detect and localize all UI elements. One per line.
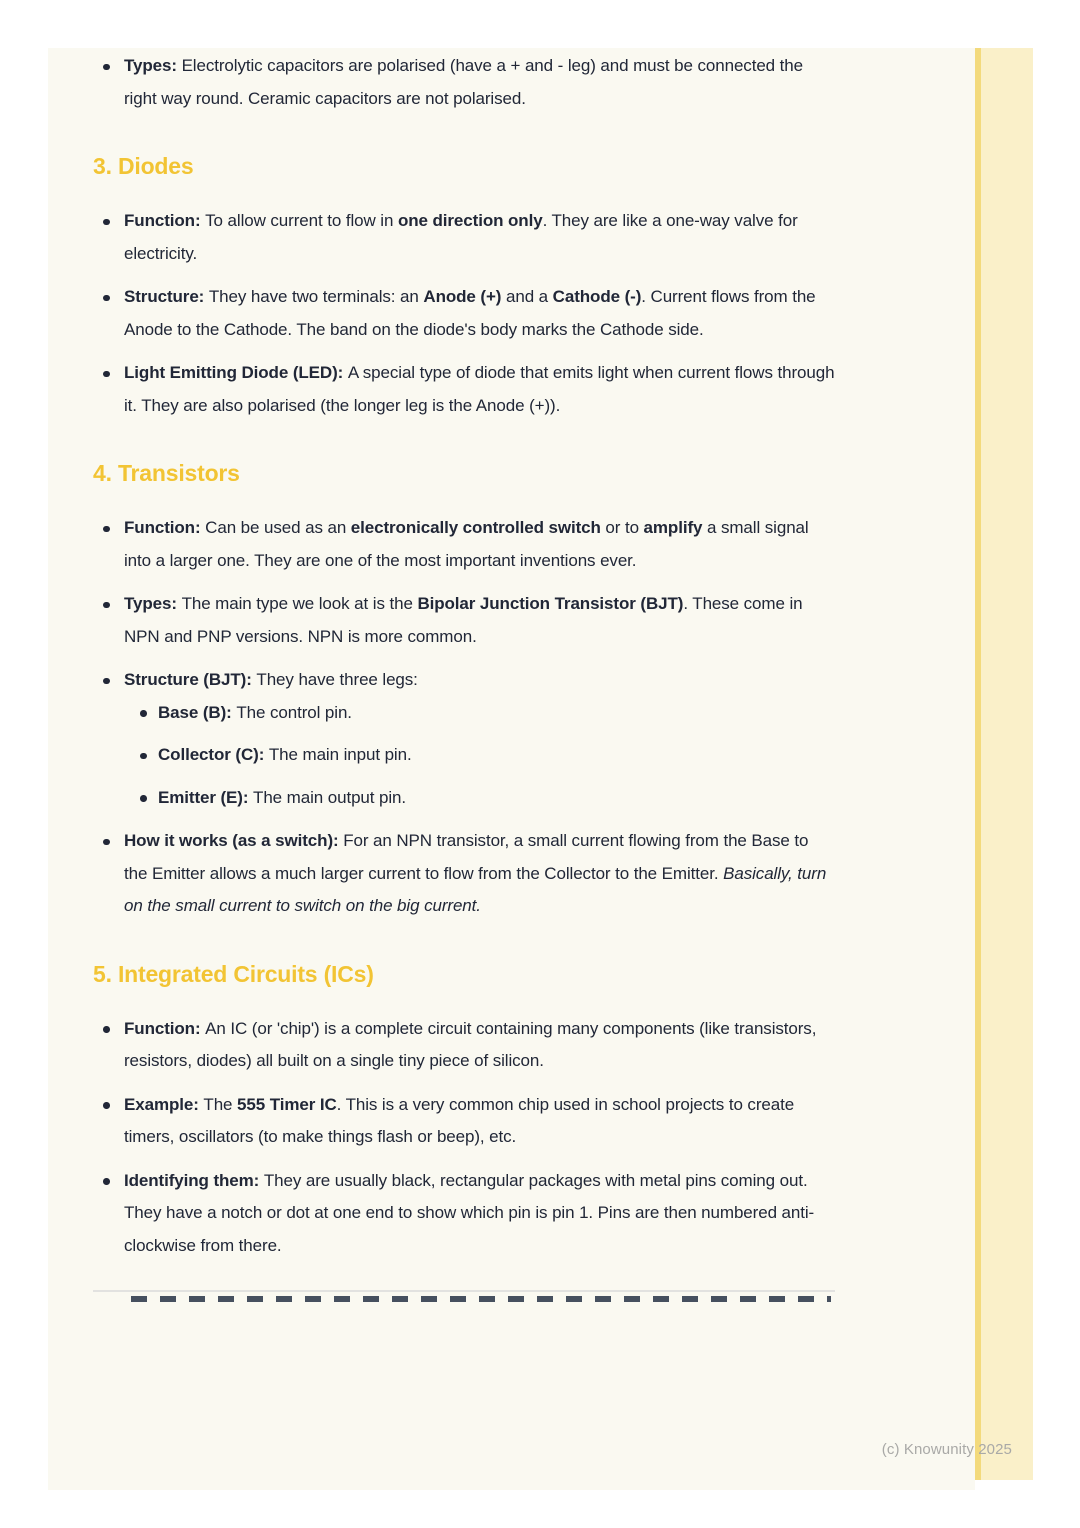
text-segment: Light Emitting Diode (LED): xyxy=(124,363,348,382)
sub-bullet-item xyxy=(124,782,835,815)
text-segment: The main type we look at is the xyxy=(181,594,418,613)
text-segment: . These come in NPN and PNP versions. NPN is more common. xyxy=(124,594,803,646)
text-segment: Collector (C): xyxy=(158,745,269,764)
text-segment: . This is a very common chip used in school projects to create timers, oscillators (to make things flash or beep), etc. xyxy=(124,1094,795,1146)
text-segment: Electrolytic capacitors are polarised (have a + and - leg) and must be connected the right way round. Ceramic capacitors are not polarised. xyxy=(124,56,803,108)
text-segment: or to xyxy=(600,518,644,537)
bullet-item xyxy=(93,1089,835,1154)
text-segment: They have two terminals: an xyxy=(208,287,424,306)
text-segment: To allow current to flow in xyxy=(205,211,398,230)
text-segment: . They are like a one-way valve for electricity. xyxy=(124,211,798,263)
text-segment: They are usually black, rectangular packages with metal pins coming out. They have a notch or dot at one end to show which pin is pin 1. Pins are then numbered anti-clockwise from there. xyxy=(124,1170,815,1255)
text-segment: Function: xyxy=(124,211,206,230)
sub-bullet-item xyxy=(124,739,835,772)
bullet-item xyxy=(93,50,835,115)
text-segment: How it works (as a switch): xyxy=(124,831,344,850)
text-segment: Function: xyxy=(124,518,206,537)
text-segment: The xyxy=(203,1094,238,1114)
sub-bullet-item xyxy=(124,697,835,730)
text-segment: Anode (+) xyxy=(423,287,502,306)
text-segment: Base (B): xyxy=(158,702,237,722)
text-segment: amplify xyxy=(643,518,703,537)
bullet-item xyxy=(93,205,835,270)
bullet-list xyxy=(93,1013,835,1263)
text-segment: The main input pin. xyxy=(268,745,412,764)
page-content xyxy=(48,48,975,1308)
watermark: (c) Knowunity 2025 xyxy=(881,1441,1012,1458)
page-divider xyxy=(93,1290,835,1292)
text-segment: Cathode (-) xyxy=(552,287,642,306)
text-segment: and a xyxy=(501,287,553,306)
text-segment: Bipolar Junction Transistor (BJT) xyxy=(417,594,684,613)
text-segment: Basically, turn on the small current to switch on the big current. xyxy=(124,863,827,915)
bullet-item xyxy=(93,281,835,346)
text-segment: The control pin. xyxy=(236,702,352,722)
page-main-column xyxy=(48,48,975,1490)
bullet-item xyxy=(93,825,835,923)
bullet-list xyxy=(93,50,835,115)
section-heading: 4. Transistors xyxy=(93,460,240,486)
text-segment: A special type of diode that emits light when current flows through it. They are also polarised (the longer leg is the Anode (+)). xyxy=(124,363,835,415)
sub-bullet-list xyxy=(124,697,835,815)
text-segment: An IC (or 'chip') is a complete circuit containing many components (like transistors, resistors, diodes) all built on a single tiny piece of silicon. xyxy=(124,1018,817,1070)
text-segment: . Current flows from the Anode to the Cathode. The band on the diode's body marks the Cathode side. xyxy=(124,287,816,339)
text-segment: one direction only xyxy=(397,211,543,230)
text-segment: a small signal into a larger one. They are one of the most important inventions ever. xyxy=(124,518,809,570)
text-segment: Types: xyxy=(124,56,182,75)
bullet-list xyxy=(93,205,835,422)
side-band xyxy=(981,48,1033,1480)
document-page xyxy=(48,48,1033,1490)
text-segment: Example: xyxy=(124,1094,204,1114)
text-segment: 555 Timer IC xyxy=(237,1094,337,1114)
bullet-item xyxy=(93,1165,835,1263)
bullet-item xyxy=(93,1013,835,1078)
text-segment: Types: xyxy=(124,594,182,613)
bullet-item xyxy=(93,357,835,422)
text-segment: electronically controlled switch xyxy=(350,518,601,537)
bullet-item xyxy=(93,664,835,814)
bullet-item xyxy=(93,512,835,577)
section-heading: 5. Integrated Circuits (ICs) xyxy=(93,960,374,987)
text-segment: Identifying them: xyxy=(124,1170,264,1190)
text-segment: The main output pin. xyxy=(253,787,407,807)
next-page-edge-dashes xyxy=(131,1296,831,1302)
document-sections xyxy=(93,50,835,1262)
bullet-list xyxy=(93,512,835,923)
section-heading: 3. Diodes xyxy=(93,153,194,179)
text-segment: They have three legs: xyxy=(256,670,418,689)
text-segment: Can be used as an xyxy=(205,518,351,537)
text-segment: Structure: xyxy=(124,287,209,306)
text-segment: For an NPN transistor, a small current flowing from the Base to the Emitter allows a much larger current to flow from the Collector to the Emitter. xyxy=(124,831,809,883)
text-segment: Emitter (E): xyxy=(158,787,254,807)
text-segment: Function: xyxy=(124,1018,206,1038)
bullet-item xyxy=(93,588,835,653)
text-segment: Structure (BJT): xyxy=(124,670,257,689)
